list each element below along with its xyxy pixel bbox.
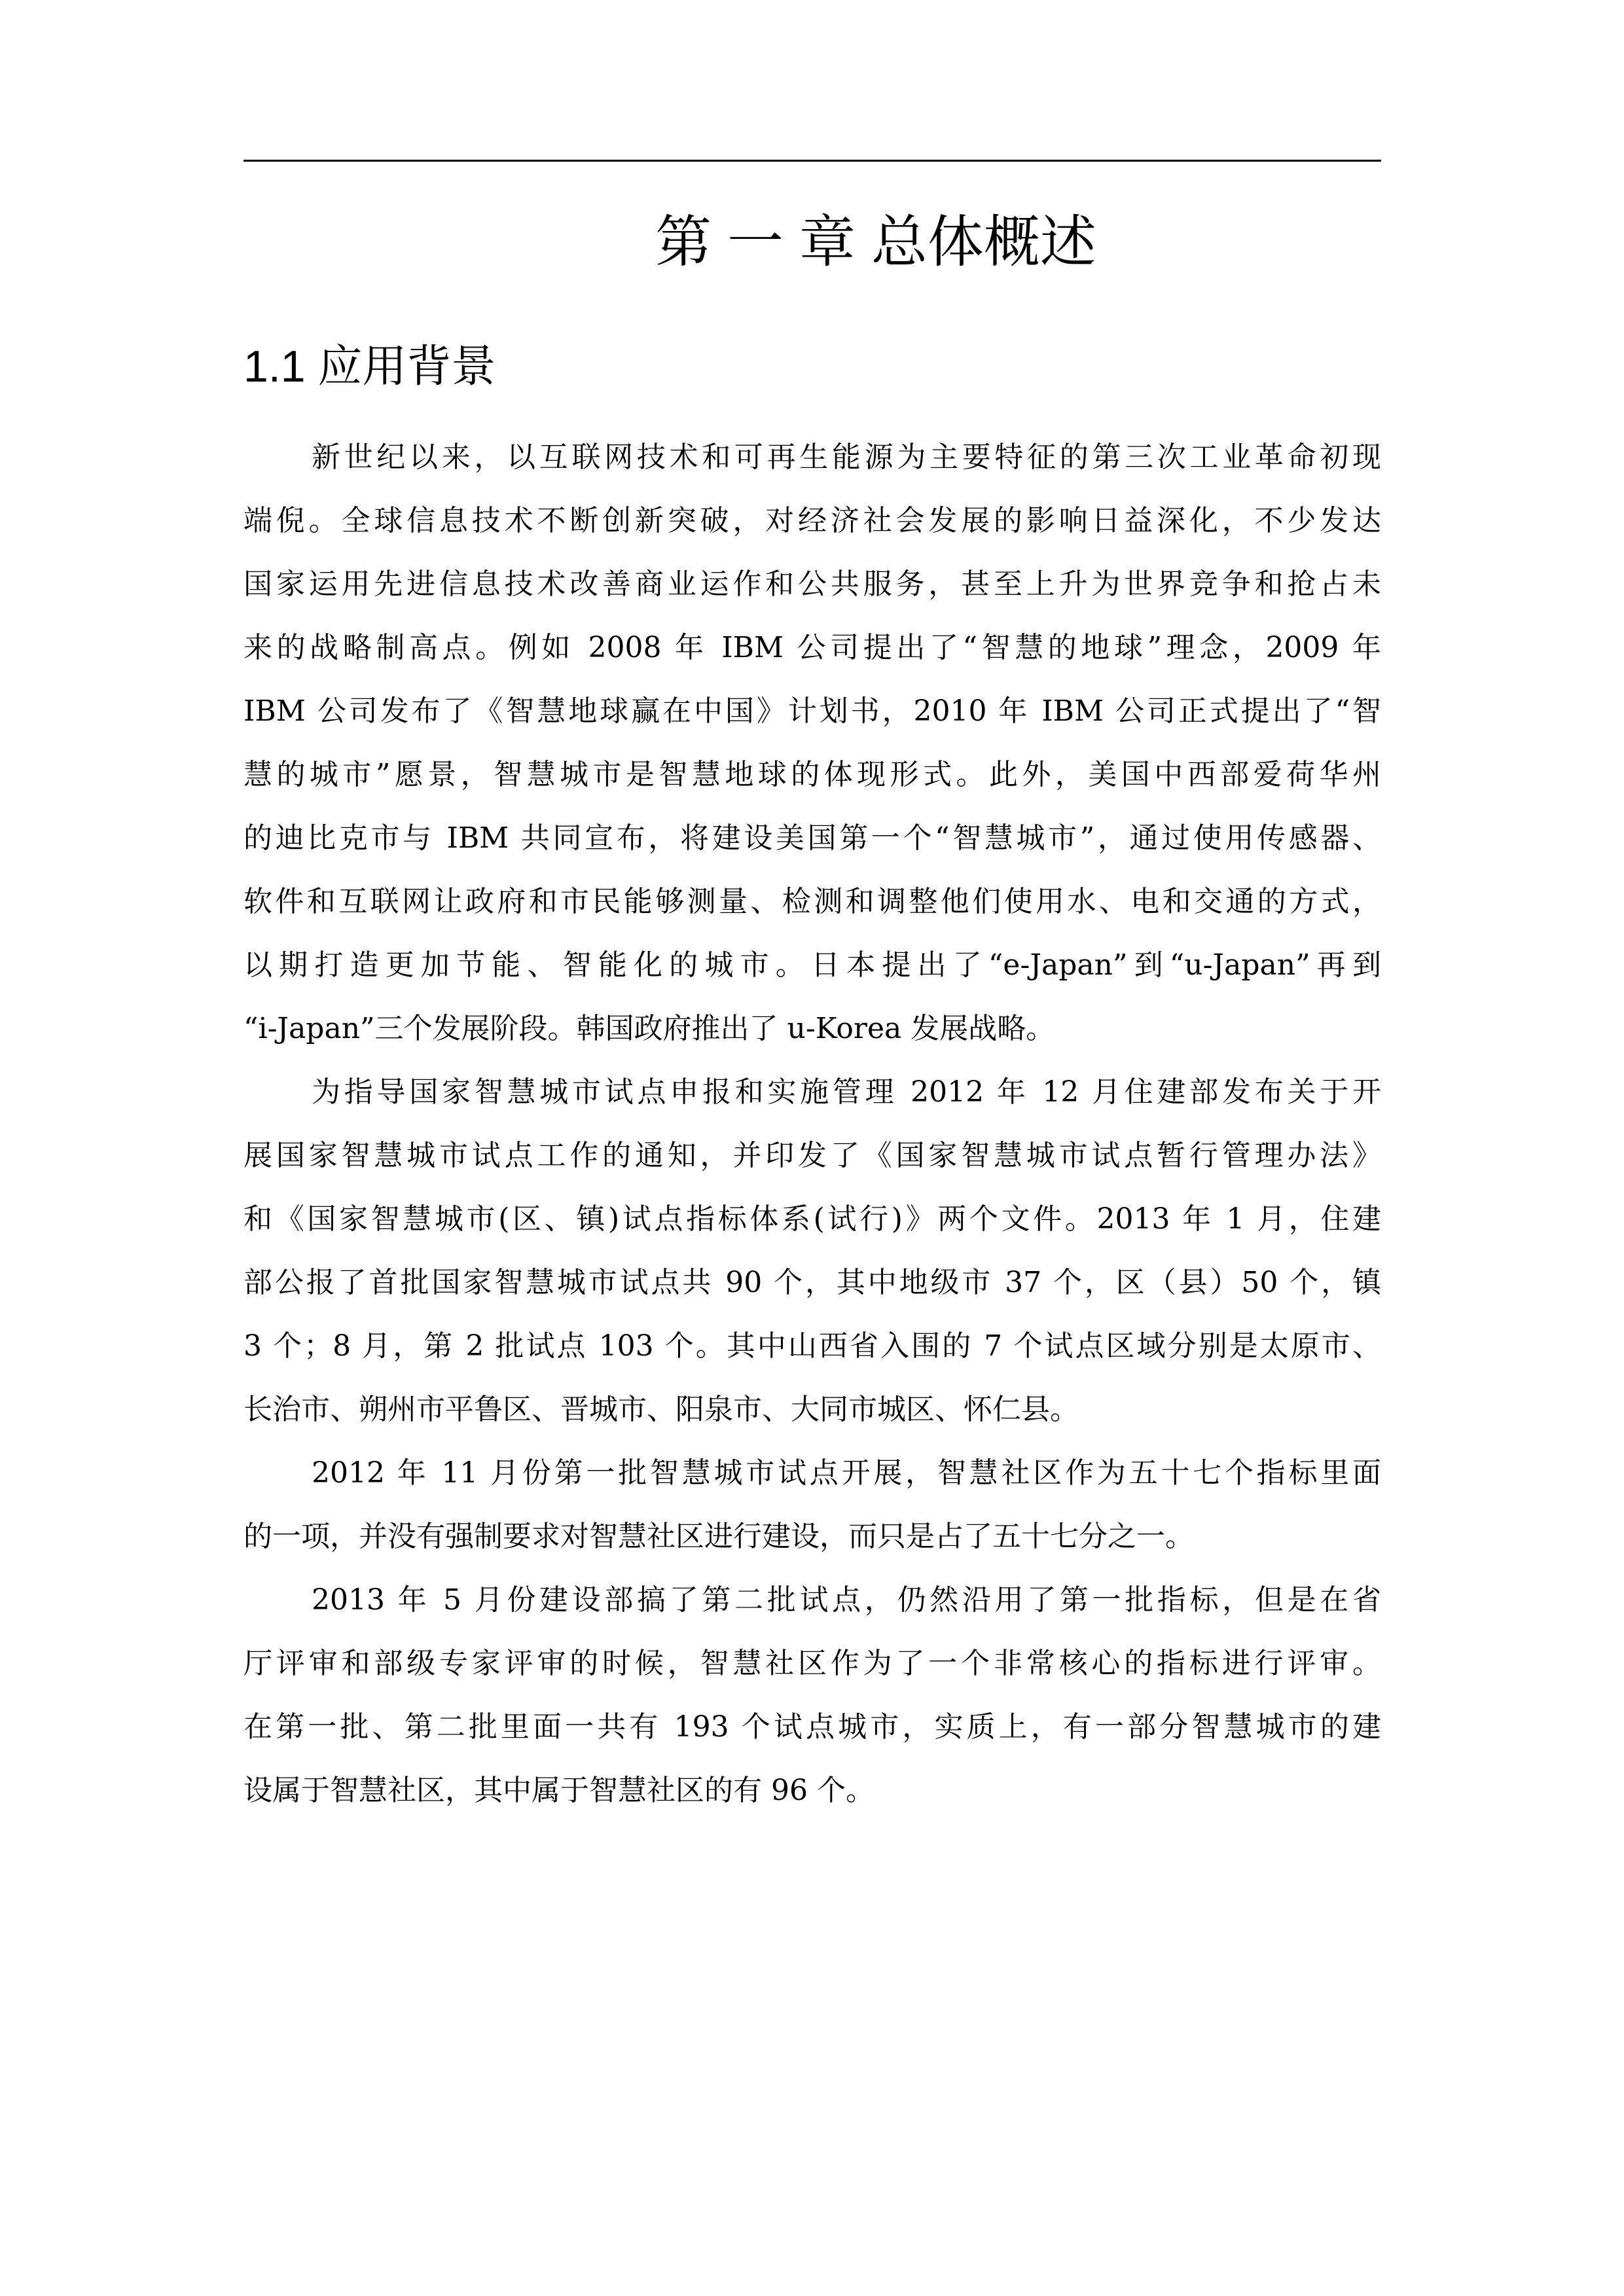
chapter-title — [244, 196, 1381, 288]
text-line: 设属于智慧社区，其中属于智慧社区的有 96 个。 — [244, 1774, 875, 1807]
text-line: 端倪。全球信息技术不断创新突破，对经济社会发展的影响日益深化，不少发达 — [244, 504, 1381, 537]
chapter-title-text: 第 一 章 总体概述 — [655, 211, 1096, 274]
text-line: 来的战略制高点。例如 2008 年 IBM 公司提出了“智慧的地球”理念，2009 年 — [244, 631, 1381, 664]
text-line: 在第一批、第二批里面一共有 193 个试点城市，实质上，有一部分智慧城市的建 — [244, 1710, 1381, 1744]
paragraph — [244, 1441, 1381, 1568]
text-line: 2013 年 5 月份建设部搞了第二批试点，仍然沿用了第一批指标，但是在省 — [312, 1583, 1381, 1617]
body-text — [244, 425, 1381, 1822]
text-line: 以期打造更加节能、智能化的城市。日本提出了“e-Japan”到“u-Japan”再到 — [244, 948, 1381, 982]
text-line: 新世纪以来，以互联网技术和可再生能源为主要特征的第三次工业革命初现 — [312, 440, 1381, 474]
text-line: IBM 公司发布了《智慧地球赢在中国》计划书，2010 年 IBM 公司正式提出了“智 — [244, 694, 1381, 728]
text-line: 为指导国家智慧城市试点申报和实施管理 2012 年 12 月住建部发布关于开 — [312, 1075, 1381, 1109]
paragraph — [244, 425, 1381, 1060]
text-line: “i-Japan”三个发展阶段。韩国政府推出了 u-Korea 发展战略。 — [244, 1012, 1055, 1045]
text-line: 部公报了首批国家智慧城市试点共 90 个，其中地级市 37 个，区（县）50 个，镇 — [244, 1266, 1381, 1299]
header-rule — [244, 160, 1381, 162]
text-line: 慧的城市”愿景，智慧城市是智慧地球的体现形式。此外，美国中西部爱荷华州 — [244, 758, 1381, 791]
text-line: 展国家智慧城市试点工作的通知，并印发了《国家智慧城市试点暂行管理办法》 — [244, 1139, 1381, 1172]
text-line: 的一项，并没有强制要求对智慧社区进行建设，而只是占了五十七分之一。 — [244, 1520, 1194, 1553]
text-line: 厅评审和部级专家评审的时候，智慧社区作为了一个非常核心的指标进行评审。 — [244, 1647, 1381, 1680]
text-line: 国家运用先进信息技术改善商业运作和公共服务，甚至上升为世界竞争和抢占未 — [244, 567, 1381, 601]
text-line: 软件和互联网让政府和市民能够测量、检测和调整他们使用水、电和交通的方式， — [244, 885, 1381, 918]
paragraph — [244, 1568, 1381, 1822]
text-line: 2012 年 11 月份第一批智慧城市试点开展，智慧社区作为五十七个指标里面 — [312, 1456, 1381, 1490]
text-line: 和《国家智慧城市(区、镇)试点指标体系(试行)》两个文件。2013 年 1 月，住建 — [244, 1202, 1381, 1236]
text-line: 3 个；8 月，第 2 批试点 103 个。其中山西省入围的 7 个试点区域分别是太原市、 — [244, 1329, 1381, 1363]
text-line: 的迪比克市与 IBM 共同宣布，将建设美国第一个“智慧城市”，通过使用传感器、 — [244, 821, 1381, 855]
text-line: 长治市、朔州市平鲁区、晋城市、阳泉市、大同市城区、怀仁县。 — [244, 1393, 1079, 1426]
paragraph — [244, 1060, 1381, 1441]
section-title: 1.1 应用背景 — [244, 342, 496, 391]
